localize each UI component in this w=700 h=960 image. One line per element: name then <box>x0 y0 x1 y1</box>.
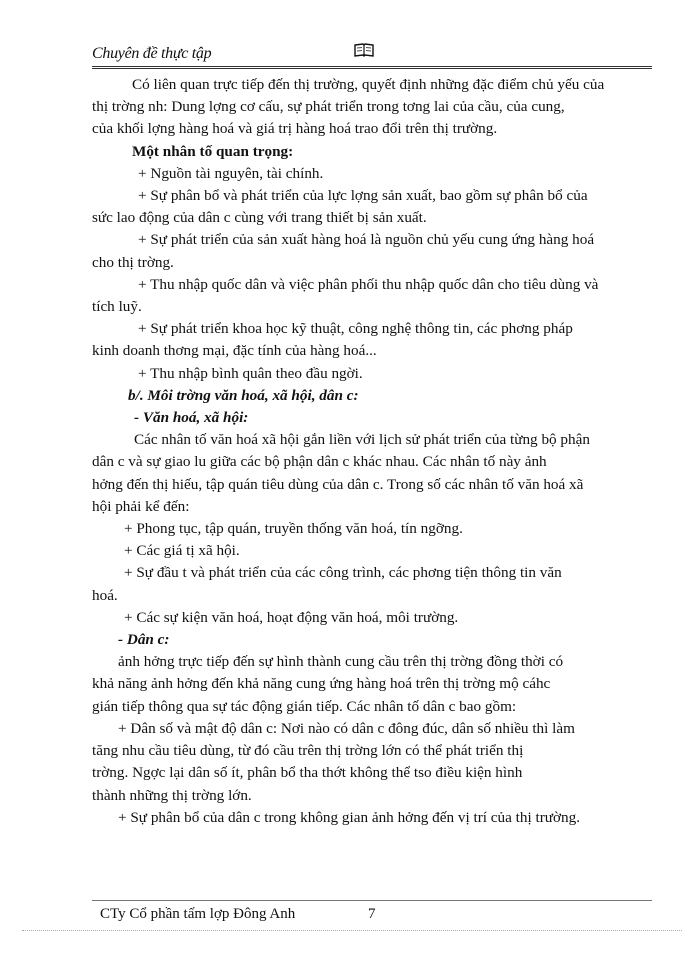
footer-divider <box>92 900 652 901</box>
text-line: b/. Môi trờng văn hoá, xã hội, dân c: <box>128 386 359 404</box>
document-body <box>92 74 652 829</box>
text-line: hởng đến thị hiếu, tập quán tiêu dùng của dân c. Trong số các nhân tố văn hoá xã <box>92 475 584 493</box>
page-header <box>92 38 652 68</box>
text-line: + Sự phát triển của sản xuất hàng hoá là nguồn chủ yếu cung ứng hàng hoá <box>138 231 595 249</box>
text-line: thành những thị trờng lớn. <box>92 786 252 804</box>
text-line: + Thu nhập bình quân theo đầu ngời. <box>138 364 363 382</box>
text-line: - Văn hoá, xã hội: <box>134 409 249 427</box>
text-line: + Dân số và mật độ dân c: Nơi nào có dân c đông đúc, dân số nhiều thì làm <box>118 719 575 737</box>
text-line: Một nhân tố quan trọng: <box>132 142 294 160</box>
text-line: Các nhân tố văn hoá xã hội gắn liền với lịch sử phát triển của từng bộ phận <box>134 431 590 449</box>
header-title: Chuyên đề thực tập <box>92 45 212 62</box>
text-line: tích luỹ. <box>92 298 142 316</box>
text-line: + Phong tục, tập quán, truyền thống văn hoá, tín ngỡng. <box>124 520 463 538</box>
page-number: 7 <box>368 906 376 922</box>
open-book-icon <box>354 42 374 58</box>
text-line: + Sự phân bổ của dân c trong không gian ảnh hởng đến vị trí của thị trường. <box>118 808 581 826</box>
text-line: - Dân c: <box>118 631 170 649</box>
text-line: ảnh hởng trực tiếp đến sự hình thành cung cầu trên thị trờng đồng thời có <box>118 653 564 671</box>
page-footer <box>92 900 652 930</box>
text-line: trờng. Ngợc lại dân số ít, phân bổ tha thớt không thể tso điều kiện hình <box>92 764 523 782</box>
text-line: + Các sự kiện văn hoá, hoạt động văn hoá, môi trường. <box>124 608 459 626</box>
text-line: + Sự phân bổ và phát triển của lực lợng sản xuất, bao gồm sự phân bổ của <box>138 187 588 205</box>
text-line: hoá. <box>92 586 118 604</box>
text-line: cho thị trờng. <box>92 253 174 271</box>
footer-company: CTy Cổ phần tấm lợp Đông Anh <box>100 906 296 922</box>
text-line: của khối lợng hàng hoá và giá trị hàng hoá trao đổi trên thị trường. <box>92 120 498 138</box>
text-line: sức lao động của dân c cùng với trang thiết bị sản xuất. <box>92 209 427 227</box>
text-line: + Sự đầu t và phát triển của các công trình, các phơng tiện thông tin văn <box>124 564 562 582</box>
text-line: + Thu nhập quốc dân và việc phân phối thu nhập quốc dân cho tiêu dùng và <box>138 275 599 293</box>
text-line: thị trờng nh: Dung lợng cơ cấu, sự phát triển trong tơng lai của cầu, của cung, <box>92 98 565 116</box>
bottom-divider <box>22 930 682 931</box>
text-line: + Sự phát triển khoa học kỹ thuật, công nghệ thông tin, các phơng pháp <box>138 320 573 338</box>
text-line: + Các giá tị xã hội. <box>124 542 240 560</box>
header-divider <box>92 66 652 69</box>
text-line: tăng nhu cầu tiêu dùng, từ đó cầu trên thị trờng lớn có thể phát triển thị <box>92 742 524 760</box>
text-line: + Nguồn tài nguyên, tài chính. <box>138 164 324 182</box>
text-line: dân c và sự giao lu giữa các bộ phận dân c khác nhau. Các nhân tố này ảnh <box>92 453 547 471</box>
text-line: gián tiếp thông qua sự tác động gián tiếp. Các nhân tố dân c bao gồm: <box>92 697 517 715</box>
text-line: hội phải kể đến: <box>92 497 190 515</box>
text-line: khả năng ảnh hởng đến khả năng cung ứng hàng hoá trên thị trờng mộ cáhc <box>92 675 551 693</box>
text-line: Có liên quan trực tiếp đến thị trường, quyết định những đặc điểm chủ yếu của <box>132 76 605 93</box>
text-line: kinh doanh thơng mại, đặc tính của hàng hoá... <box>92 342 377 360</box>
